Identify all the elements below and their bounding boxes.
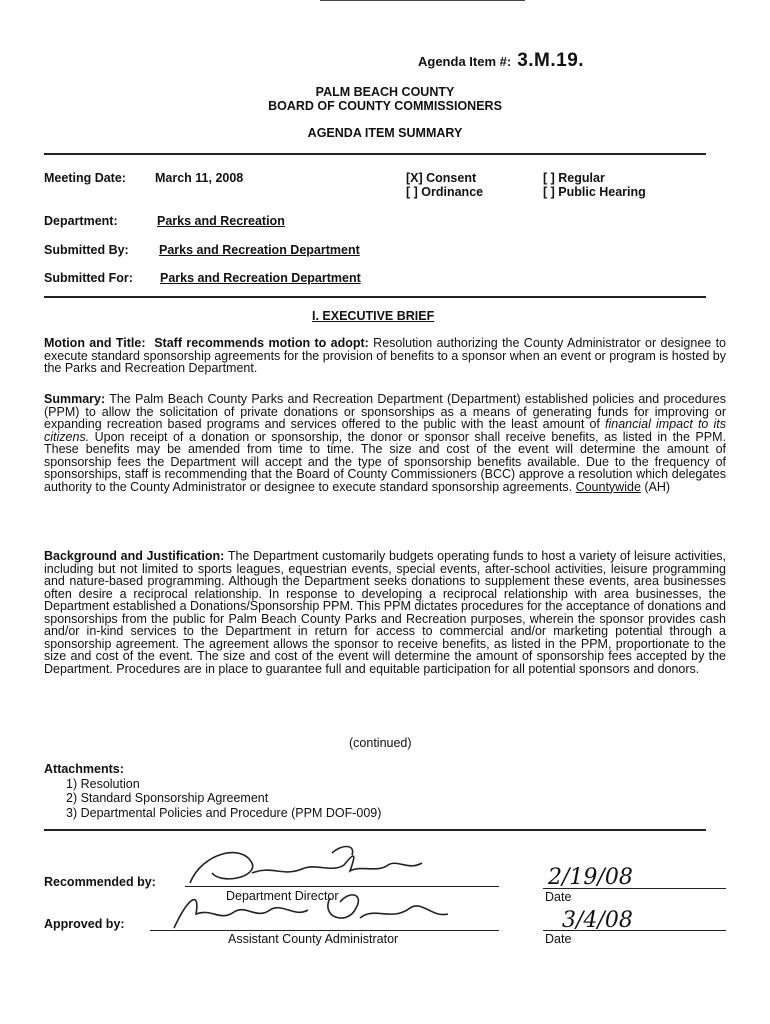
summary-text-1: The Palm Beach County Parks and Recreation Department (Department) established policies and procedures (PPM) to allow the solicitation of private donations or sponsorships as a means of generating funds for improving or expanding recreation based programs and services offered to the public with the least amount of — [44, 392, 726, 431]
date-value-2: 3/4/08 — [562, 908, 633, 933]
option-regular: [ ] Regular — [543, 171, 605, 185]
meeting-date: March 11, 2008 — [155, 171, 244, 185]
background-paragraph — [44, 550, 726, 675]
agenda-label: Agenda Item #: — [418, 54, 512, 69]
date-line-2 — [543, 930, 726, 931]
doc-title: AGENDA ITEM SUMMARY — [307, 126, 463, 140]
org-line-2: BOARD OF COUNTY COMMISSIONERS — [268, 99, 502, 113]
attachment-item: 2) Standard Sponsorship Agreement — [66, 791, 269, 805]
continued-note: (continued) — [349, 736, 412, 750]
motion-text: Resolution authorizing the County Administrator or designee to execute standard sponsorship agreements for the provision of benefits to a sponsor when an event or program is hosted by the Parks and Recreation Department. — [44, 336, 726, 375]
date-label-1: Date — [545, 890, 572, 904]
background-label: Background and Justification: — [44, 549, 225, 563]
section-heading: I. EXECUTIVE BRIEF — [312, 309, 435, 323]
summary-text-2: Upon receipt of a donation or sponsorship, the donor or sponsor shall receive benefits, as listed in the PPM. These benefits may be amended from time to time. The size and cost of the event will determine the amount of sponsorship fees the Department will accept and the type of sponsorship benefits available. Due to the frequency of sponsorships, staff is recommending that the Board of County Commissioners (BCC) approve a resolution which delegates authority to the County Administrator or designee to execute standard sponsorship agreements. — [44, 429, 726, 494]
date-label-2: Date — [545, 932, 572, 946]
submitted-by-value: Parks and Recreation Department — [159, 243, 360, 257]
meeting-date-label: Meeting Date: — [44, 171, 126, 185]
agenda-number: 3.M.19. — [517, 50, 585, 71]
recommended-by-label: Recommended by: — [44, 875, 156, 889]
attachments — [44, 762, 381, 820]
attachments-label: Attachments: — [44, 762, 124, 776]
attachment-item: 3) Departmental Policies and Procedure (PPM DOF-009) — [66, 805, 382, 820]
motion-label: Motion and Title: — [44, 336, 146, 350]
summary-label: Summary: — [44, 392, 106, 406]
director-signature — [182, 843, 452, 889]
option-consent: [X] Consent — [406, 171, 477, 185]
option-public-hearing: [ ] Public Hearing — [543, 185, 646, 199]
summary-italic: financial impact to its citizens. — [44, 417, 726, 444]
summary-paragraph — [44, 393, 726, 493]
submitted-by-label: Submitted By: — [44, 243, 129, 257]
department-label: Department: — [44, 214, 118, 228]
background-text: The Department customarily budgets operating funds to host a variety of leisure activities, including but not limited to sports leagues, equestrian events, special events, after-school activities, leisure programming and nature-based programming. Although the Department seeks donations to supplement these events, area businesses often desire a reciprocal relationship. In response to developing a reciprocal relationship with area businesses, the Department established a Donations/Sponsorship PPM. This PPM dictates procedures for the acceptance of donations and sponsorships from the public for Palm Beach County Parks and Recreation purposes, wherein the sponsor provides cash and/or in-kind services to the Department in return for access to commercial and/or marketing potential through a sponsorship agreement. The agreement allows the sponsor to receive benefits, as listed in the PPM, proportionate to the size and cost of the event. The size and cost of the event will determine the amount of sponsorship fees accepted by the Department. Procedures are in place to guarantee full and equitable participation for all potential sponsors and donors. — [44, 549, 726, 676]
submitted-for-label: Submitted For: — [44, 271, 133, 285]
agenda-item-number — [418, 50, 584, 72]
submitted-for-value: Parks and Recreation Department — [160, 271, 361, 285]
department-director-title: Department Director — [226, 889, 339, 903]
date-line-1 — [543, 888, 726, 889]
section-divider — [44, 296, 706, 298]
department-value: Parks and Recreation — [157, 214, 285, 228]
approved-by-label: Approved by: — [44, 917, 125, 931]
motion-paragraph — [44, 337, 726, 375]
attachments-divider — [44, 829, 706, 831]
header-divider — [44, 153, 706, 155]
summary-initials: (AH) — [644, 479, 671, 494]
summary-district: Countywide — [575, 479, 641, 494]
org-line-1: PALM BEACH COUNTY — [315, 85, 455, 99]
administrator-signature — [160, 888, 460, 936]
attachment-item: 1) Resolution — [66, 776, 140, 791]
date-value-1: 2/19/08 — [548, 865, 633, 890]
option-ordinance: [ ] Ordinance — [406, 185, 484, 199]
motion-bold: Staff recommends motion to adopt: — [154, 336, 369, 350]
top-edge-rule — [320, 0, 525, 1]
assistant-administrator-title: Assistant County Administrator — [228, 932, 399, 946]
